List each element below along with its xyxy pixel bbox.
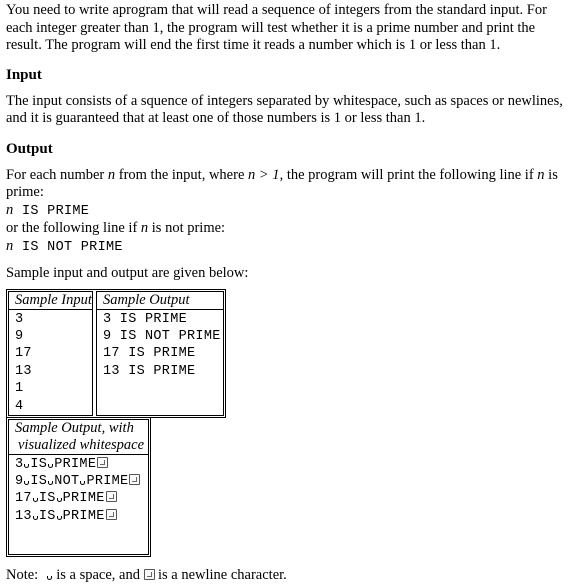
input-line: 4 (15, 398, 92, 415)
or-line: or the following line if n is not prime: (6, 220, 570, 238)
input-line: 9 (15, 328, 92, 345)
sample-output-cell (97, 310, 223, 415)
newline-symbol-icon (129, 474, 140, 485)
sample-intro: Sample input and output are given below: (6, 265, 570, 283)
visualized-line: 9 IS NOT PRIME (15, 473, 148, 490)
visualized-output-header: Sample Output, with visualized whitespace (9, 420, 148, 455)
sample-output-column (96, 291, 224, 416)
visualized-output-table (6, 417, 151, 557)
condition: n > 1 (248, 167, 280, 183)
input-paragraph: The input consists of a squence of integers separated by whitespace, such as spaces or newlines, and it is guaranteed that at least one of those numbers is 1 or less than 1. (6, 93, 570, 128)
newline-symbol-icon (106, 509, 117, 520)
space-symbol-icon (23, 477, 30, 485)
output-line: 17 IS PRIME (103, 345, 223, 362)
input-line: 1 (15, 380, 92, 397)
space-symbol-icon (47, 460, 54, 468)
output-line: 3 IS PRIME (103, 311, 223, 328)
output-line: 13 IS PRIME (103, 363, 223, 380)
visualized-output-body (9, 455, 148, 526)
space-symbol-icon (23, 460, 30, 468)
visualized-line: 13 IS PRIME (15, 508, 148, 525)
space-symbol-icon (32, 512, 39, 520)
space-symbol-icon (79, 477, 86, 485)
output-paragraph: For each number n from the input, where n > 1, the program will print the following line if n is prime: (6, 167, 570, 202)
sample-input-column (8, 291, 93, 416)
input-heading: Input (6, 66, 570, 84)
sample-input-cell (9, 310, 92, 415)
input-line: 13 (15, 363, 92, 380)
visualized-output-box (8, 419, 149, 555)
space-symbol-icon (32, 494, 39, 502)
sample-table (6, 289, 226, 418)
prime-format-line: n IS PRIME (6, 202, 570, 221)
sample-input-header: Sample Input (9, 292, 92, 310)
not-prime-format-line: n IS NOT PRIME (6, 238, 570, 257)
visualized-line: 17 IS PRIME (15, 490, 148, 507)
space-symbol-icon (56, 494, 63, 502)
legend-note: Note: is a space, and is a newline character. (6, 567, 570, 584)
input-line: 17 (15, 345, 92, 362)
space-symbol-icon (47, 477, 54, 485)
input-line: 3 (15, 311, 92, 328)
newline-symbol-icon (97, 457, 108, 468)
newline-symbol-icon (106, 491, 117, 502)
space-symbol-icon (56, 512, 63, 520)
output-heading: Output (6, 140, 570, 158)
problem-statement (6, 0, 570, 584)
visualized-line: 3 IS PRIME (15, 456, 148, 473)
space-symbol-icon (46, 572, 53, 580)
output-line: 9 IS NOT PRIME (103, 328, 223, 345)
sample-output-header: Sample Output (97, 292, 223, 310)
intro-paragraph: You need to write aprogram that will read a sequence of integers from the standard input. For each integer greater than 1, the program will test whether it is a prime number and print the result. The program will end the first time it reads a number which is 1 or less than 1. (6, 0, 570, 55)
